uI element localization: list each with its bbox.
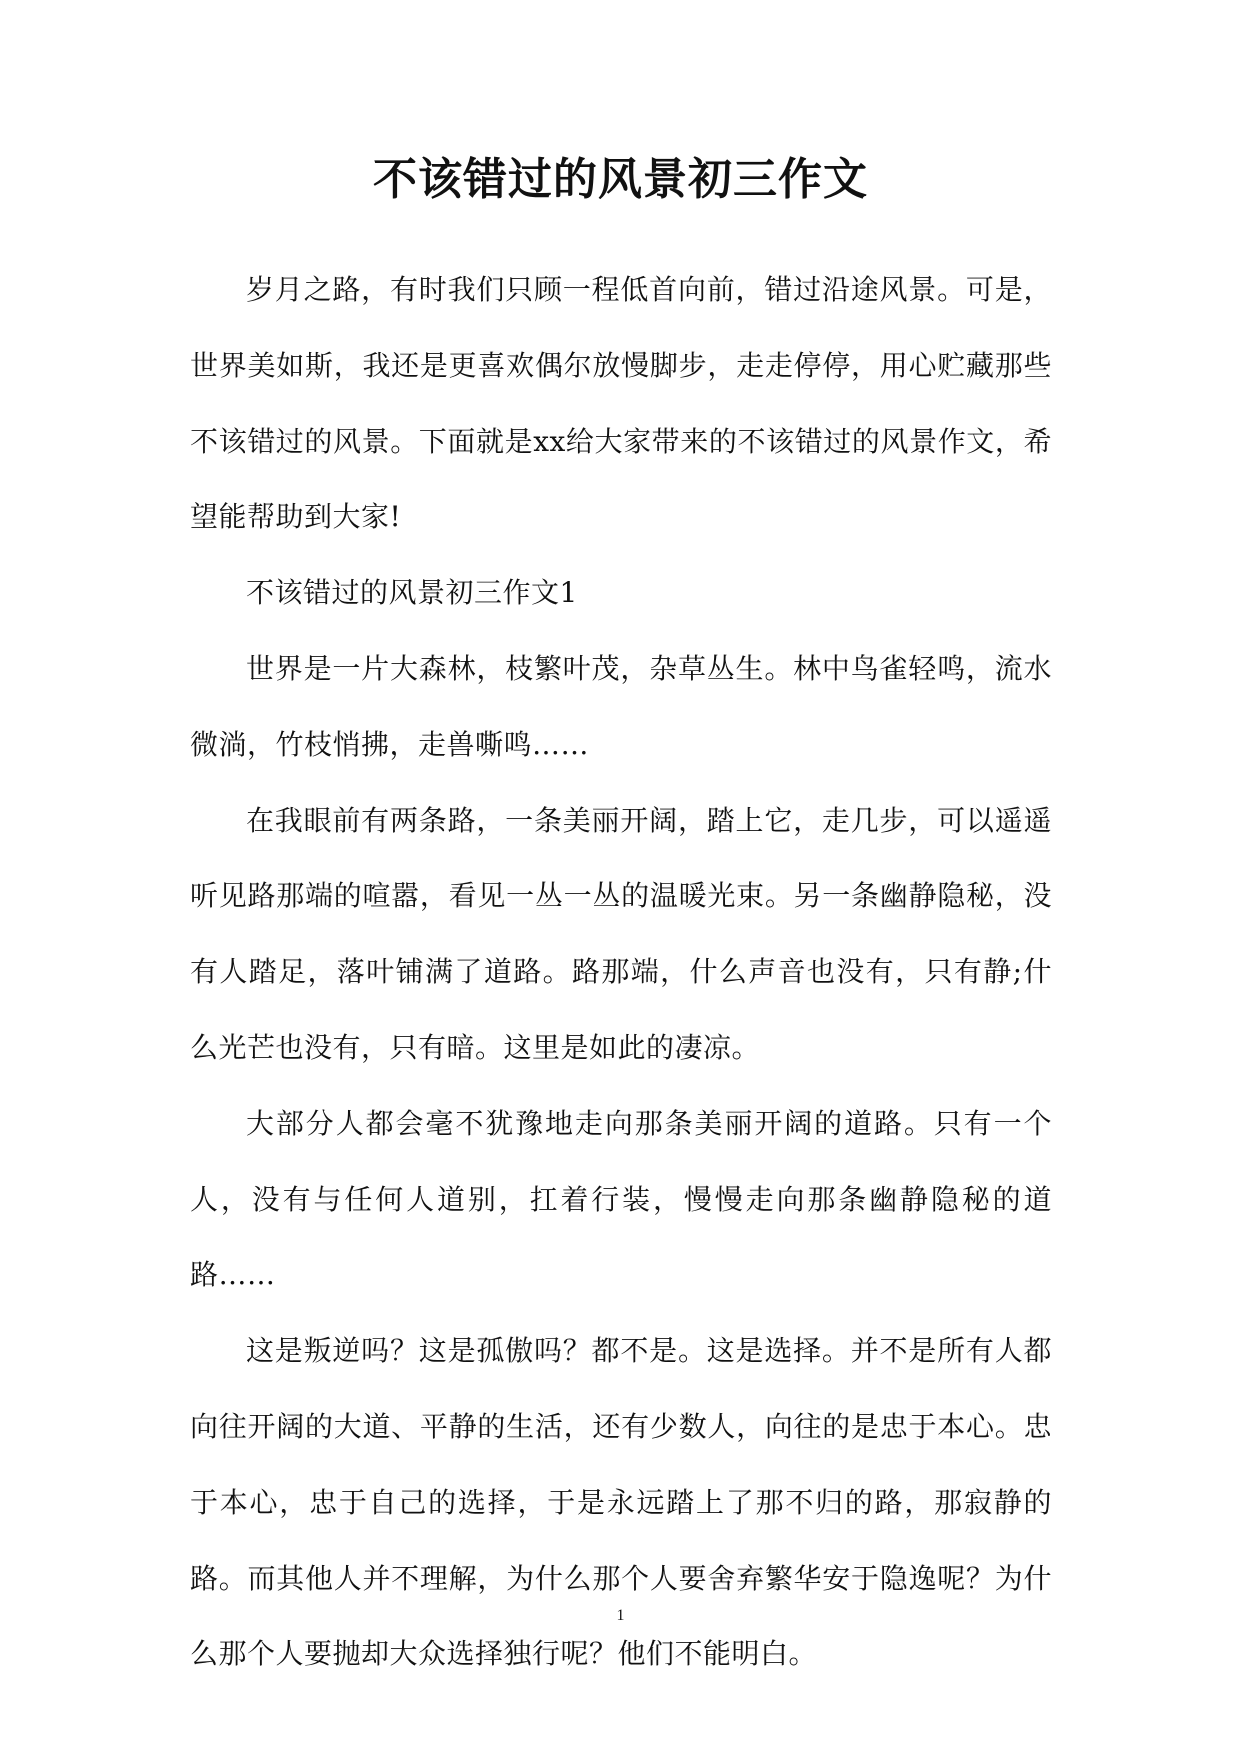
intro-paragraph: 岁月之路，有时我们只顾一程低首向前，错过沿途风景。可是，世界美如斯，我还是更喜欢偶尔放慢脚步，走走停停，用心贮藏那些不该错过的风景。下面就是xx给大家带来的不该错过的风景作文，希望能帮助到大家! (190, 273, 1052, 534)
body-paragraph: 大部分人都会毫不犹豫地走向那条美丽开阔的道路。只有一个人，没有与任何人道别，扛着行装，慢慢走向那条幽静隐秘的道路…… (190, 1106, 1052, 1292)
body-paragraph: 在我眼前有两条路，一条美丽开阔，踏上它，走几步，可以遥遥听见路那端的喧嚣，看见一丛一丛的温暖光束。另一条幽静隐秘，没有人踏足，落叶铺满了道路。路那端，什么声音也没有，只有静;什么光芒也没有，只有暗。这里是如此的凄凉。 (190, 803, 1052, 1064)
document-body (190, 252, 1052, 1692)
body-paragraph: 世界是一片大森林，枝繁叶茂，杂草丛生。林中鸟雀轻鸣，流水微淌，竹枝悄拂，走兽嘶鸣…… (190, 651, 1052, 761)
page-title: 不该错过的风景初三作文 (373, 154, 868, 205)
page-number: 1 (616, 1607, 625, 1624)
body-paragraph: 这是叛逆吗？这是孤傲吗？都不是。这是选择。并不是所有人都向往开阔的大道、平静的生活，还有少数人，向往的是忠于本心。忠于本心，忠于自己的选择，于是永远踏上了那不归的路，那寂静的路。而其他人并不理解，为什么那个人要舍弃繁华安于隐逸呢？为什么那个人要抛却大众选择独行呢？他们不能明白。 (190, 1334, 1052, 1671)
section-heading: 不该错过的风景初三作文1 (246, 576, 578, 610)
